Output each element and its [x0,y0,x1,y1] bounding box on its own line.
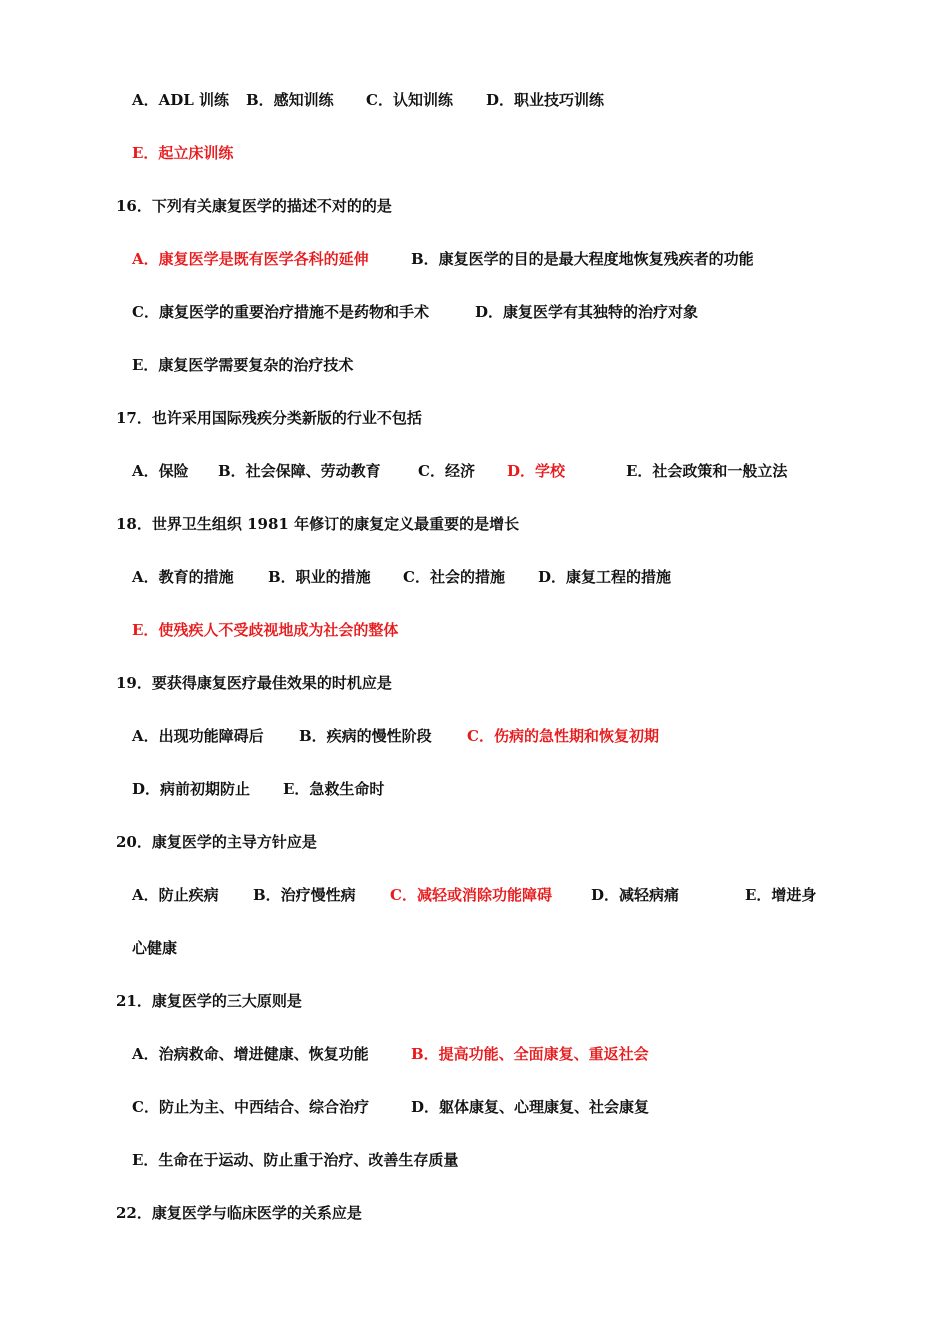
q20-option-e: E．增进身 [745,886,817,904]
q16-option-d: D．康复医学有其独特的治疗对象 [475,303,699,321]
q15-option-a: A．ADL 训练 [132,91,230,109]
q18-option-c: C．社会的措施 [403,568,505,586]
q20-stem: 20．康复医学的主导方针应是 [116,833,317,851]
q16-stem: 16．下列有关康复医学的描述不对的的是 [116,197,392,215]
q21-option-a: A．治病救命、增进健康、恢复功能 [132,1045,369,1063]
q15-option-d: D．职业技巧训练 [486,91,605,109]
q17-option-d-answer: D．学校 [507,462,566,480]
q22-stem: 22．康复医学与临床医学的关系应是 [116,1204,362,1222]
q21-option-d: D．躯体康复、心理康复、社会康复 [411,1098,650,1116]
q19-option-c-answer: C．伤病的急性期和恢复初期 [467,727,659,745]
q17-stem: 17．也许采用国际残疾分类新版的行业不包括 [116,409,422,427]
q18-option-a: A．教育的措施 [132,568,234,586]
q20-option-c-answer: C．减轻或消除功能障碍 [390,886,552,904]
q15-option-b: B．感知训练 [246,91,334,109]
q19-option-a: A．出现功能障碍后 [132,727,264,745]
q19-stem: 19．要获得康复医疗最佳效果的时机应是 [116,674,392,692]
q20-option-a: A．防止疾病 [132,886,219,904]
q18-option-b: B．职业的措施 [268,568,371,586]
q15-option-e-answer: E．起立床训练 [132,144,234,162]
q17-option-b: B．社会保障、劳动教育 [218,462,381,480]
q19-option-d: D．病前初期防止 [132,780,251,798]
q20-option-e-continued: 心健康 [132,939,178,957]
q16-option-e: E．康复医学需要复杂的治疗技术 [132,356,354,374]
q17-option-a: A．保险 [132,462,189,480]
q18-option-e-answer: E．使残疾人不受歧视地成为社会的整体 [132,621,399,639]
q15-option-c: C．认知训练 [366,91,453,109]
q16-option-c: C．康复医学的重要治疗措施不是药物和手术 [132,303,429,321]
q18-stem: 18．世界卫生组织 1981 年修订的康复定义最重要的是增长 [116,515,520,533]
q21-option-e: E．生命在于运动、防止重于治疗、改善生存质量 [132,1151,459,1169]
q21-stem: 21．康复医学的三大原则是 [116,992,302,1010]
q19-option-e: E．急救生命时 [283,780,385,798]
q16-option-b: B．康复医学的目的是最大程度地恢复残疾者的功能 [411,250,754,268]
q17-option-e: E．社会政策和一般立法 [626,462,788,480]
q17-option-c: C．经济 [418,462,475,480]
q20-option-d: D．减轻病痛 [591,886,680,904]
q20-option-b: B．治疗慢性病 [253,886,356,904]
q19-option-b: B．疾病的慢性阶段 [299,727,432,745]
q18-option-d: D．康复工程的措施 [538,568,672,586]
q21-option-c: C．防止为主、中西结合、综合治疗 [132,1098,369,1116]
q21-option-b-answer: B．提高功能、全面康复、重返社会 [411,1045,649,1063]
q16-option-a-answer: A．康复医学是既有医学各科的延伸 [132,250,369,268]
